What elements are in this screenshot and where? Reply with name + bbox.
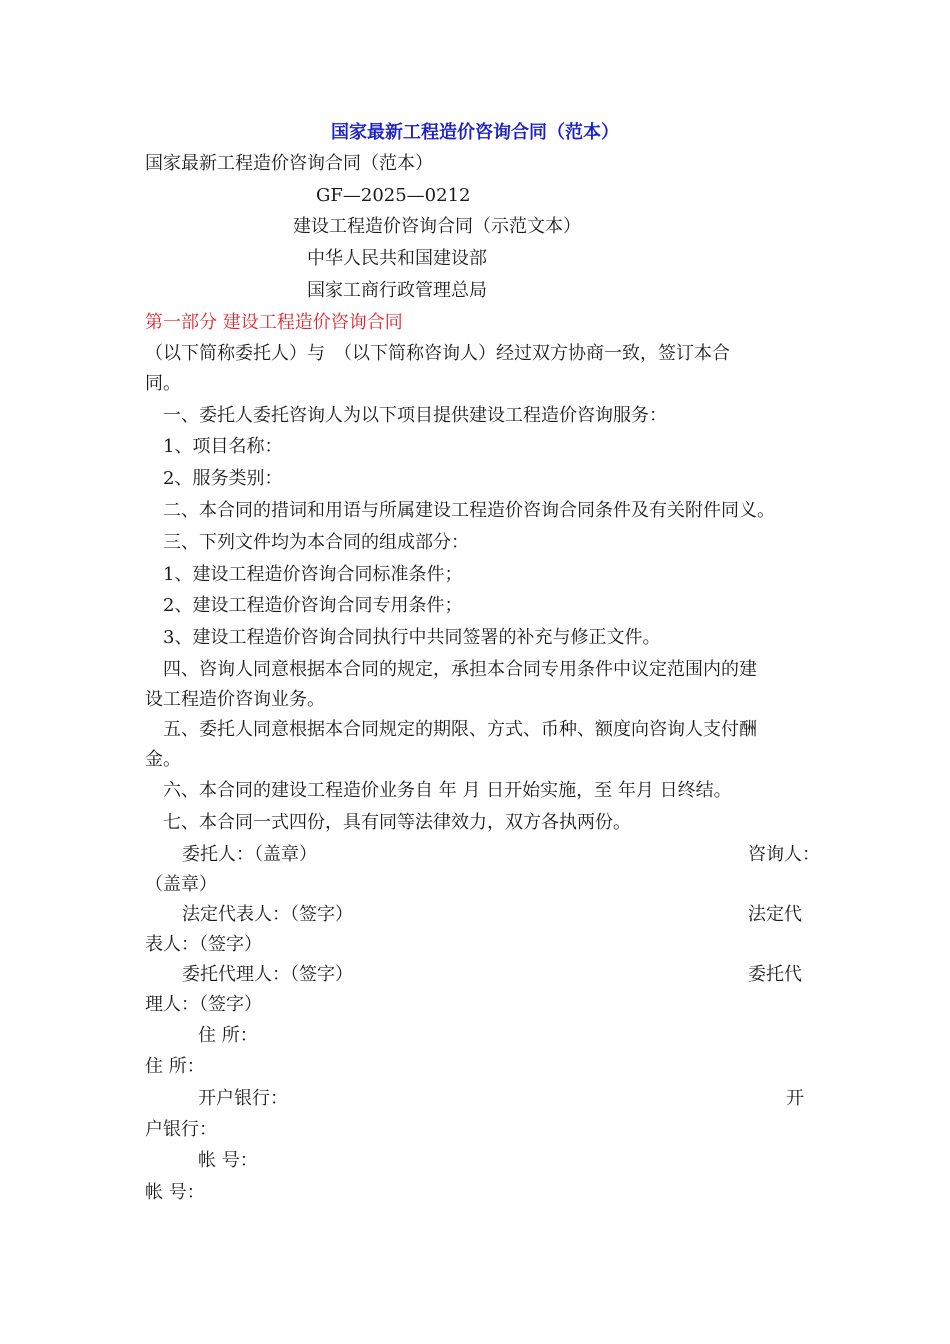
issuer-bureau: 国家工商行政管理总局 bbox=[307, 280, 487, 301]
consultant-seal-label: （盖章） bbox=[145, 874, 217, 895]
consultant-address-label: 住 所： bbox=[145, 1056, 205, 1077]
clause-4-line-2: 设工程造价咨询业务。 bbox=[145, 689, 325, 710]
clause-3-3: 3、建设工程造价咨询合同执行中共同签署的补充与修正文件。 bbox=[163, 627, 661, 648]
clause-1-2: 2、服务类别： bbox=[163, 468, 283, 489]
clause-5-line-2: 金。 bbox=[145, 749, 181, 770]
clause-1: 一、委托人委托咨询人为以下项目提供建设工程造价咨询服务： bbox=[163, 405, 667, 426]
issuer-ministry: 中华人民共和国建设部 bbox=[307, 248, 487, 269]
document-type: 建设工程造价咨询合同（示范文本） bbox=[293, 216, 581, 237]
document-code: GF—2025—0212 bbox=[316, 185, 471, 206]
consultant-bank-label-a: 开 bbox=[786, 1088, 804, 1109]
clause-3-2: 2、建设工程造价咨询合同专用条件； bbox=[163, 595, 463, 616]
clause-7: 七、本合同一式四份，具有同等法律效力，双方各执两份。 bbox=[163, 812, 631, 833]
consultant-legal-rep-label-b: 表人：（签字） bbox=[145, 934, 262, 955]
consultant-agent-label-b: 理人：（签字） bbox=[145, 994, 262, 1015]
intro-line-2: 同。 bbox=[145, 373, 181, 394]
consultant-label: 咨询人： bbox=[748, 844, 820, 865]
intro-line-1: （以下简称委托人）与 （以下简称咨询人）经过双方协商一致，签订本合 bbox=[145, 343, 730, 364]
clause-3: 三、下列文件均为本合同的组成部分： bbox=[163, 532, 469, 553]
document-title: 国家最新工程造价咨询合同（范本） bbox=[331, 122, 619, 143]
clause-4-line-1: 四、咨询人同意根据本合同的规定，承担本合同专用条件中议定范围内的建 bbox=[163, 659, 757, 680]
document-subtitle: 国家最新工程造价咨询合同（范本） bbox=[145, 153, 433, 174]
client-legal-rep-label: 法定代表人：（签字） bbox=[182, 904, 353, 925]
clause-2: 二、本合同的措词和用语与所属建设工程造价咨询合同条件及有关附件同义。 bbox=[163, 500, 775, 521]
client-seal-label: 委托人：（盖章） bbox=[182, 844, 317, 865]
client-bank-label: 开户银行： bbox=[198, 1088, 288, 1109]
clause-5-line-1: 五、委托人同意根据本合同规定的期限、方式、币种、额度向咨询人支付酬 bbox=[163, 719, 757, 740]
consultant-account-label: 帐 号： bbox=[145, 1182, 205, 1203]
part1-heading: 第一部分 建设工程造价咨询合同 bbox=[145, 312, 403, 333]
clause-3-1: 1、建设工程造价咨询合同标准条件； bbox=[163, 564, 463, 585]
consultant-bank-label-b: 户银行： bbox=[145, 1119, 217, 1140]
clause-6: 六、本合同的建设工程造价业务自 年 月 日开始实施，至 年月 日终结。 bbox=[163, 780, 732, 801]
client-address-label: 住 所： bbox=[198, 1025, 258, 1046]
client-account-label: 帐 号： bbox=[198, 1150, 258, 1171]
clause-1-1: 1、项目名称： bbox=[163, 436, 283, 457]
consultant-agent-label-a: 委托代 bbox=[748, 964, 802, 985]
consultant-legal-rep-label-a: 法定代 bbox=[748, 904, 802, 925]
client-agent-label: 委托代理人：（签字） bbox=[182, 964, 353, 985]
